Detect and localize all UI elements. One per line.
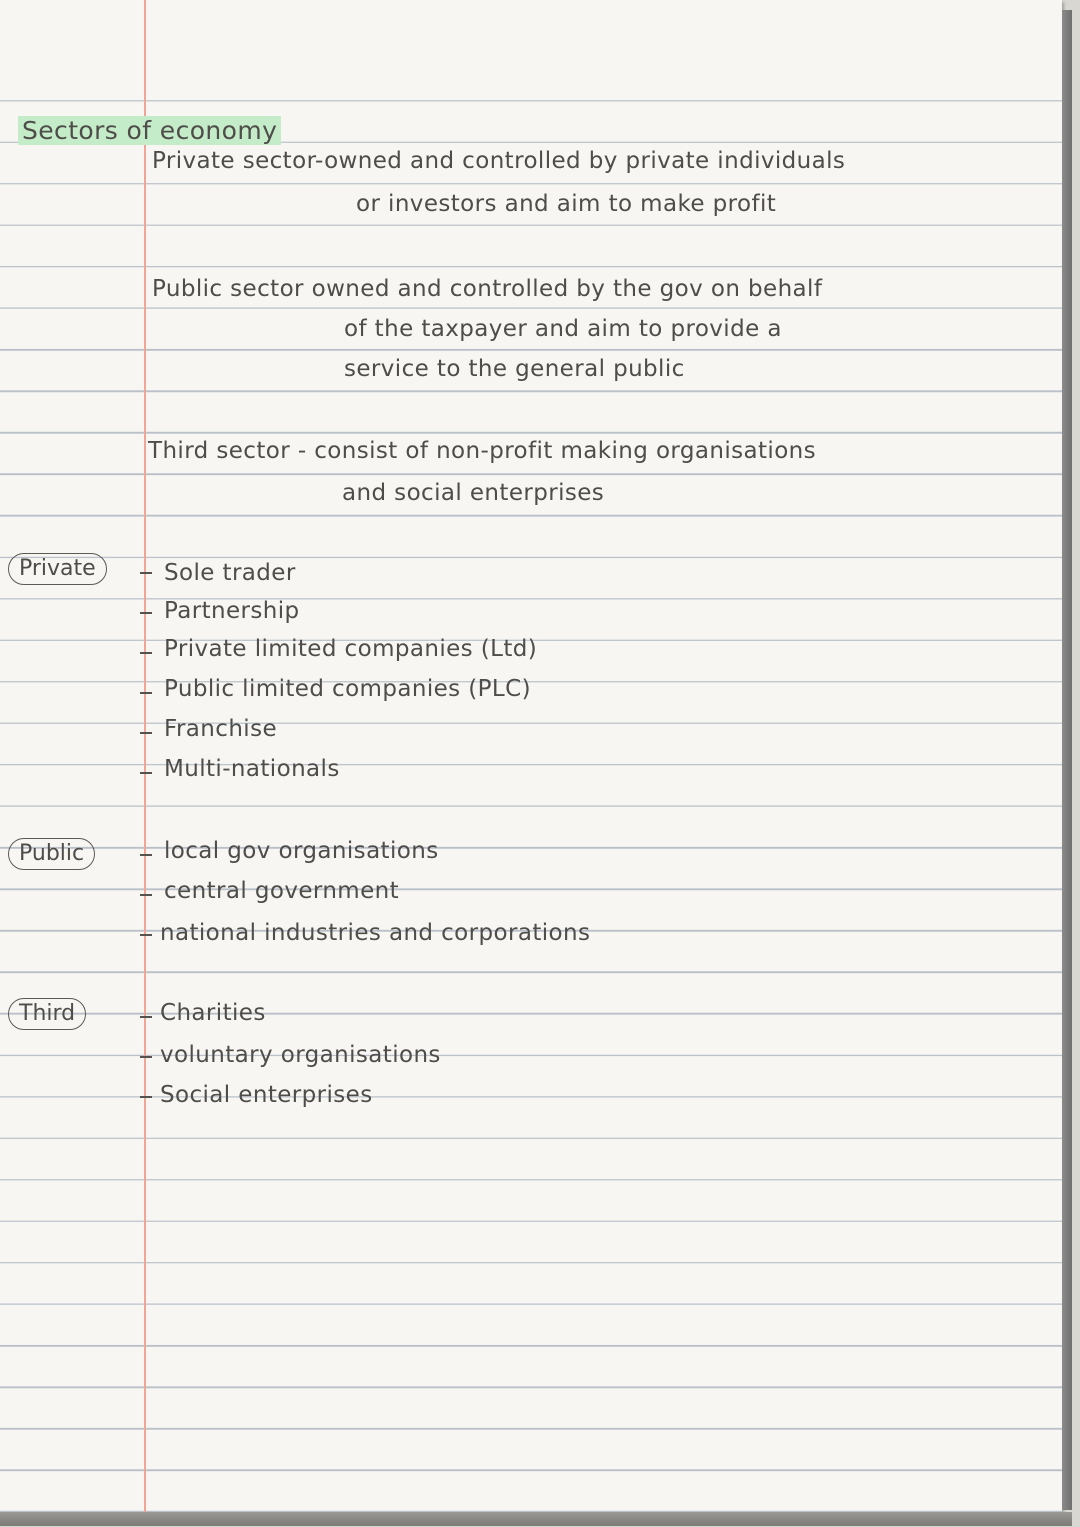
third-definition-line-1: Third sector - consist of non-profit making organisations [148, 438, 817, 464]
public-definition-line-1: Public sector owned and controlled by the gov on behalf [152, 276, 823, 302]
private-group-cloud-label: Private [8, 553, 107, 585]
public-definition-line-2: of the taxpayer and aim to provide a [344, 316, 782, 342]
list-dash [140, 772, 152, 774]
list-dash [140, 652, 152, 654]
list-dash [140, 572, 152, 574]
list-dash [140, 894, 152, 896]
third-definition-line-2: and social enterprises [342, 480, 605, 506]
private-item-5: Franchise [164, 716, 278, 742]
public-group-cloud-label: Public [8, 838, 95, 870]
public-item-3: national industries and corporations [160, 920, 591, 946]
private-item-1: Sole trader [164, 560, 296, 586]
public-definition-line-3: service to the general public [344, 356, 685, 382]
private-item-2: Partnership [164, 598, 300, 624]
margin-line [144, 0, 146, 1512]
list-dash [140, 612, 152, 614]
list-dash [140, 1016, 152, 1018]
page-title: Sectors of economy [18, 118, 281, 143]
notebook-edge [1062, 10, 1072, 1510]
third-item-3: Social enterprises [160, 1082, 373, 1108]
third-group-cloud-label: Third [8, 998, 86, 1030]
private-item-4: Public limited companies (PLC) [164, 676, 531, 702]
list-dash [140, 854, 152, 856]
list-dash [140, 732, 152, 734]
list-dash [140, 1056, 152, 1058]
private-item-6: Multi-nationals [164, 756, 340, 782]
third-item-1: Charities [160, 1000, 266, 1026]
private-definition-line-1: Private sector-owned and controlled by private individuals [152, 148, 846, 174]
list-dash [140, 1096, 152, 1098]
public-item-2: central government [164, 878, 400, 904]
list-dash [140, 692, 152, 694]
list-dash [140, 934, 152, 936]
private-definition-line-2: or investors and aim to make profit [356, 191, 777, 217]
public-item-1: local gov organisations [164, 838, 439, 864]
notebook-edge [0, 1512, 1072, 1526]
private-item-3: Private limited companies (Ltd) [164, 636, 538, 662]
third-item-2: voluntary organisations [160, 1042, 441, 1068]
